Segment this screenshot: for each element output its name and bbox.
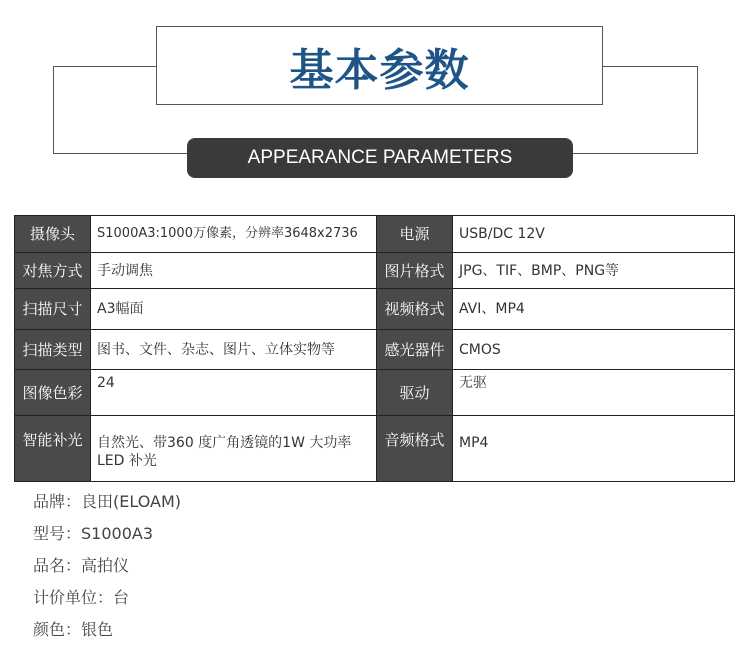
product-name-info: 品名：高拍仪 — [33, 556, 130, 575]
param-label: 智能补光 — [15, 416, 91, 482]
param-value: CMOS — [453, 330, 735, 370]
param-label: 扫描尺寸 — [15, 289, 91, 330]
param-value: 无驱 — [453, 370, 735, 416]
model-info: 型号：S1000A3 — [33, 524, 154, 543]
table-row — [15, 216, 735, 253]
left-bottom-line — [53, 153, 188, 154]
color-info: 颜色：银色 — [33, 620, 114, 639]
param-value: A3幅面 — [91, 289, 377, 330]
param-label: 图像色彩 — [15, 370, 91, 416]
table-row — [15, 289, 735, 330]
param-label: 电源 — [377, 216, 453, 253]
param-label: 视频格式 — [377, 289, 453, 330]
parameter-table — [14, 215, 735, 482]
param-value: S1000A3:1000万像素，分辨率3648x2736 — [91, 216, 377, 253]
param-label: 音频格式 — [377, 416, 453, 482]
param-label: 摄像头 — [15, 216, 91, 253]
param-value: USB/DC 12V — [453, 216, 735, 253]
table-row — [15, 330, 735, 370]
param-value: 手动调焦 — [91, 253, 377, 289]
left-top-line — [53, 66, 157, 67]
param-label: 图片格式 — [377, 253, 453, 289]
param-value: MP4 — [453, 416, 735, 482]
right-top-line — [603, 66, 698, 67]
param-label: 感光器件 — [377, 330, 453, 370]
table-row — [15, 253, 735, 289]
unit-info: 计价单位：台 — [33, 588, 130, 607]
page-subtitle: APPEARANCE PARAMETERS — [247, 147, 513, 168]
left-vertical-line — [53, 66, 54, 154]
param-value: 24 — [91, 370, 377, 416]
param-label: 对焦方式 — [15, 253, 91, 289]
param-value: 图书、文件、杂志、图片、立体实物等 — [91, 330, 377, 370]
page-title: 基本参数 — [289, 44, 470, 96]
param-label: 驱动 — [377, 370, 453, 416]
table-row — [15, 370, 735, 416]
brand-info: 品牌：良田(ELOAM) — [33, 492, 182, 511]
subtitle-banner — [187, 138, 573, 178]
table-row — [15, 416, 735, 482]
param-label: 扫描类型 — [15, 330, 91, 370]
param-value: 自然光、带360 度广角透镜的1W 大功率LED 补光 — [91, 416, 377, 482]
title-box — [156, 26, 603, 105]
param-value: AVI、MP4 — [453, 289, 735, 330]
param-value: JPG、TIF、BMP、PNG等 — [453, 253, 735, 289]
right-bottom-line — [572, 153, 698, 154]
right-vertical-line — [697, 66, 698, 154]
